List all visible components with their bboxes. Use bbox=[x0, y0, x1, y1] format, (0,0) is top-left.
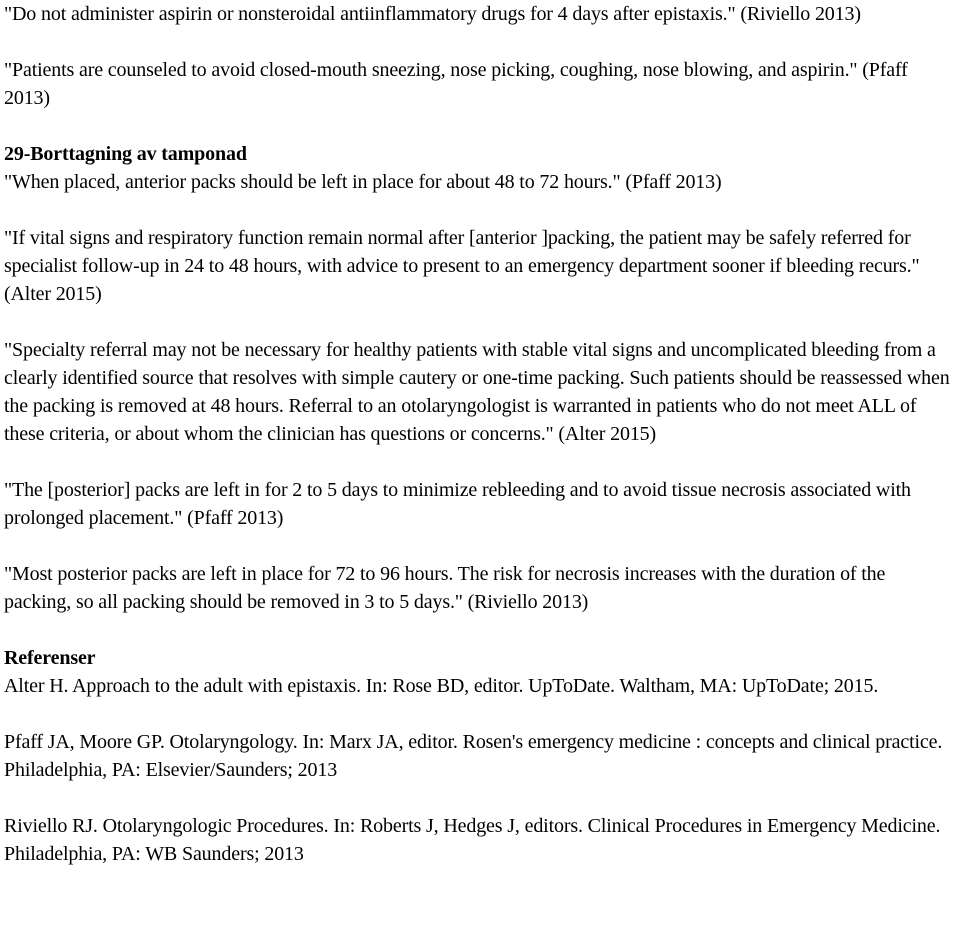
quote-vital-signs-alter: "If vital signs and respiratory function remain normal after [anterior ]packing, the patient may be safely referred for specialist follow-up in 24 to 48 hours, with advice to present to an emergency department sooner if bleeding recurs." (Alter 2015) bbox=[4, 227, 920, 305]
quote-posterior-packs-riviello: "Most posterior packs are left in place for 72 to 96 hours. The risk for necrosis increases with the duration of the packing, so all packing should be removed in 3 to 5 days." (Riviello 2013) bbox=[4, 563, 886, 613]
section-borttagning bbox=[4, 140, 956, 196]
reference-riviello: Riviello RJ. Otolaryngologic Procedures. In: Roberts J, Hedges J, editors. Clinical Procedures in Emergency Medicine. Philadelphia, PA: WB Saunders; 2013 bbox=[4, 815, 941, 865]
quote-specialty-referral-alter: "Specialty referral may not be necessary for healthy patients with stable vital signs and uncomplicated bleeding from a clearly identified source that resolves with simple cautery or one-time packing. Such patients should be reassessed when the packing is removed at 48 hours. Referral to an otolaryngologist is warranted in patients who do not meet ALL of these criteria, or about whom the clinician has questions or concerns." (Alter 2015) bbox=[4, 339, 950, 445]
section-heading: 29-Borttagning av tamponad bbox=[4, 143, 247, 165]
references-section bbox=[4, 644, 956, 868]
quote-anterior-packs-pfaff: "When placed, anterior packs should be left in place for about 48 to 72 hours." (Pfaff 2013) bbox=[4, 171, 722, 193]
document-page bbox=[4, 0, 956, 868]
references-heading: Referenser bbox=[4, 647, 96, 669]
quote-patients-counseled-pfaff: "Patients are counseled to avoid closed-mouth sneezing, nose picking, coughing, nose blowing, and aspirin." (Pfaff 2013) bbox=[4, 59, 908, 109]
quote-aspirin-riviello: "Do not administer aspirin or nonsteroidal antiinflammatory drugs for 4 days after epistaxis." (Riviello 2013) bbox=[4, 3, 861, 25]
reference-pfaff: Pfaff JA, Moore GP. Otolaryngology. In: Marx JA, editor. Rosen's emergency medicine : concepts and clinical practice. Philadelphia, PA: Elsevier/Saunders; 2013 bbox=[4, 731, 943, 781]
quote-posterior-packs-pfaff: "The [posterior] packs are left in for 2 to 5 days to minimize rebleeding and to avoid tissue necrosis associated with prolonged placement." (Pfaff 2013) bbox=[4, 479, 911, 529]
reference-alter: Alter H. Approach to the adult with epistaxis. In: Rose BD, editor. UpToDate. Waltham, MA: UpToDate; 2015. bbox=[4, 675, 879, 697]
